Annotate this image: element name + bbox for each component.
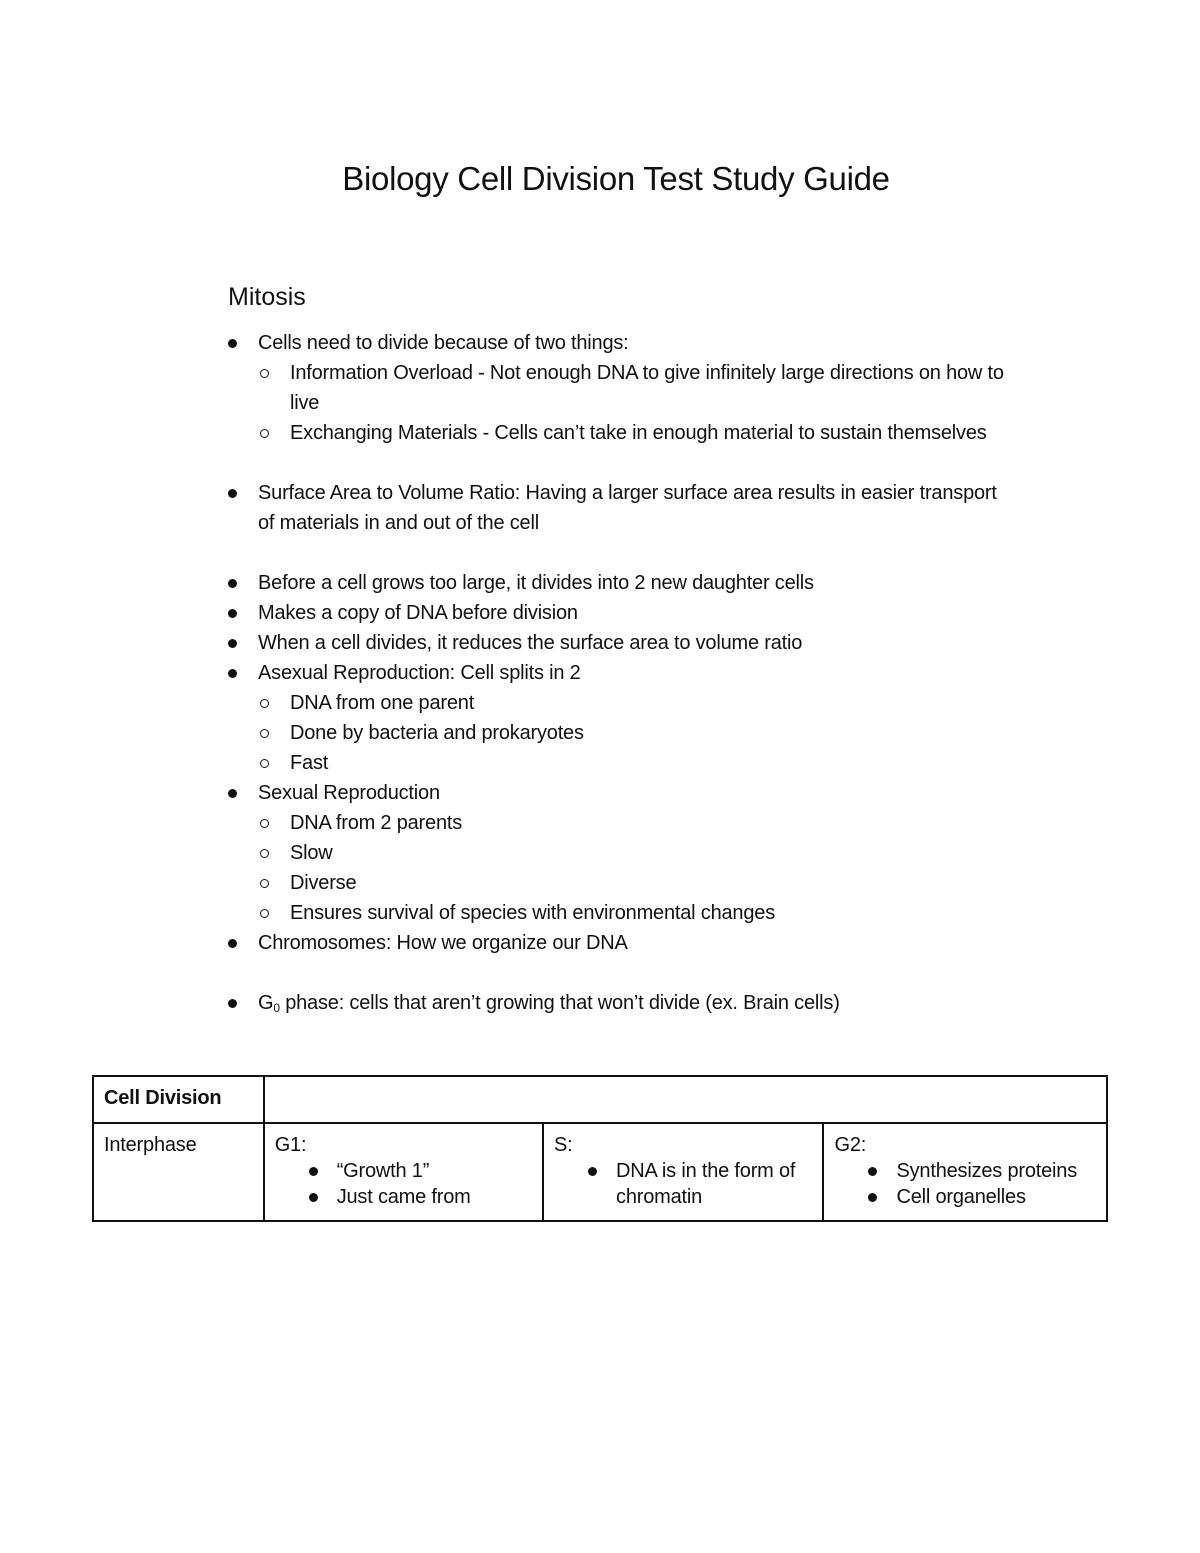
table-header-empty [264, 1076, 1107, 1123]
g1-item: Just came from [275, 1184, 532, 1210]
sub-list-item: Diverse [228, 868, 1018, 898]
sub-list-item: Information Overload - Not enough DNA to give infinitely large directions on how to live [228, 358, 1018, 418]
sub-list-item: Ensures survival of species with environmental changes [228, 898, 1018, 928]
bullet-list [228, 478, 1018, 538]
g2-item: Cell organelles [834, 1184, 1096, 1210]
list-item: Chromosomes: How we organize our DNA [228, 928, 1018, 958]
s-label: S: [554, 1134, 573, 1156]
g1-item: “Growth 1” [275, 1158, 532, 1184]
bullet-list [228, 568, 1018, 958]
table-row [93, 1123, 1107, 1221]
sub-list-item: Slow [228, 838, 1018, 868]
table-header-cell: Cell Division [93, 1076, 264, 1123]
sub-list-item: Exchanging Materials - Cells can’t take in enough material to sustain themselves [228, 418, 1018, 448]
list-item: Before a cell grows too large, it divides into 2 new daughter cells [228, 568, 1018, 598]
notes-body [228, 328, 1018, 1023]
row-label-cell: Interphase [93, 1123, 264, 1221]
g2-label: G2: [834, 1134, 867, 1156]
list-item-g0-phase [228, 988, 1018, 1023]
g2-cell [823, 1123, 1107, 1221]
list-item: When a cell divides, it reduces the surface area to volume ratio [228, 628, 1018, 658]
g1-cell [264, 1123, 543, 1221]
g0-subscript: 0 [273, 1001, 280, 1015]
sub-list-item: DNA from 2 parents [228, 808, 1018, 838]
section-heading: Mitosis [228, 283, 306, 311]
g0-text: phase: cells that aren’t growing that won’t divide (ex. Brain cells) [279, 992, 840, 1014]
page-title: Biology Cell Division Test Study Guide [342, 160, 890, 197]
list-item: Makes a copy of DNA before division [228, 598, 1018, 628]
bullet-list [228, 328, 1018, 448]
list-item: Asexual Reproduction: Cell splits in 2 [228, 658, 1018, 688]
table-row [93, 1076, 1107, 1123]
bullet-list [228, 988, 1018, 1023]
g0-letter: G [258, 992, 274, 1014]
s-item: DNA is in the form of chromatin [554, 1158, 812, 1210]
sub-list-item: Done by bacteria and prokaryotes [228, 718, 1018, 748]
list-item: Surface Area to Volume Ratio: Having a larger surface area results in easier transport of materials in and out of the cell [228, 478, 1018, 538]
g2-item: Synthesizes proteins [834, 1158, 1096, 1184]
s-cell [543, 1123, 823, 1221]
g1-label: G1: [274, 1134, 307, 1156]
list-item: Cells need to divide because of two things: [228, 328, 1018, 358]
sub-list-item: DNA from one parent [228, 688, 1018, 718]
sub-list-item: Fast [228, 748, 1018, 778]
cell-division-table [92, 1075, 1108, 1222]
list-item: Sexual Reproduction [228, 778, 1018, 808]
